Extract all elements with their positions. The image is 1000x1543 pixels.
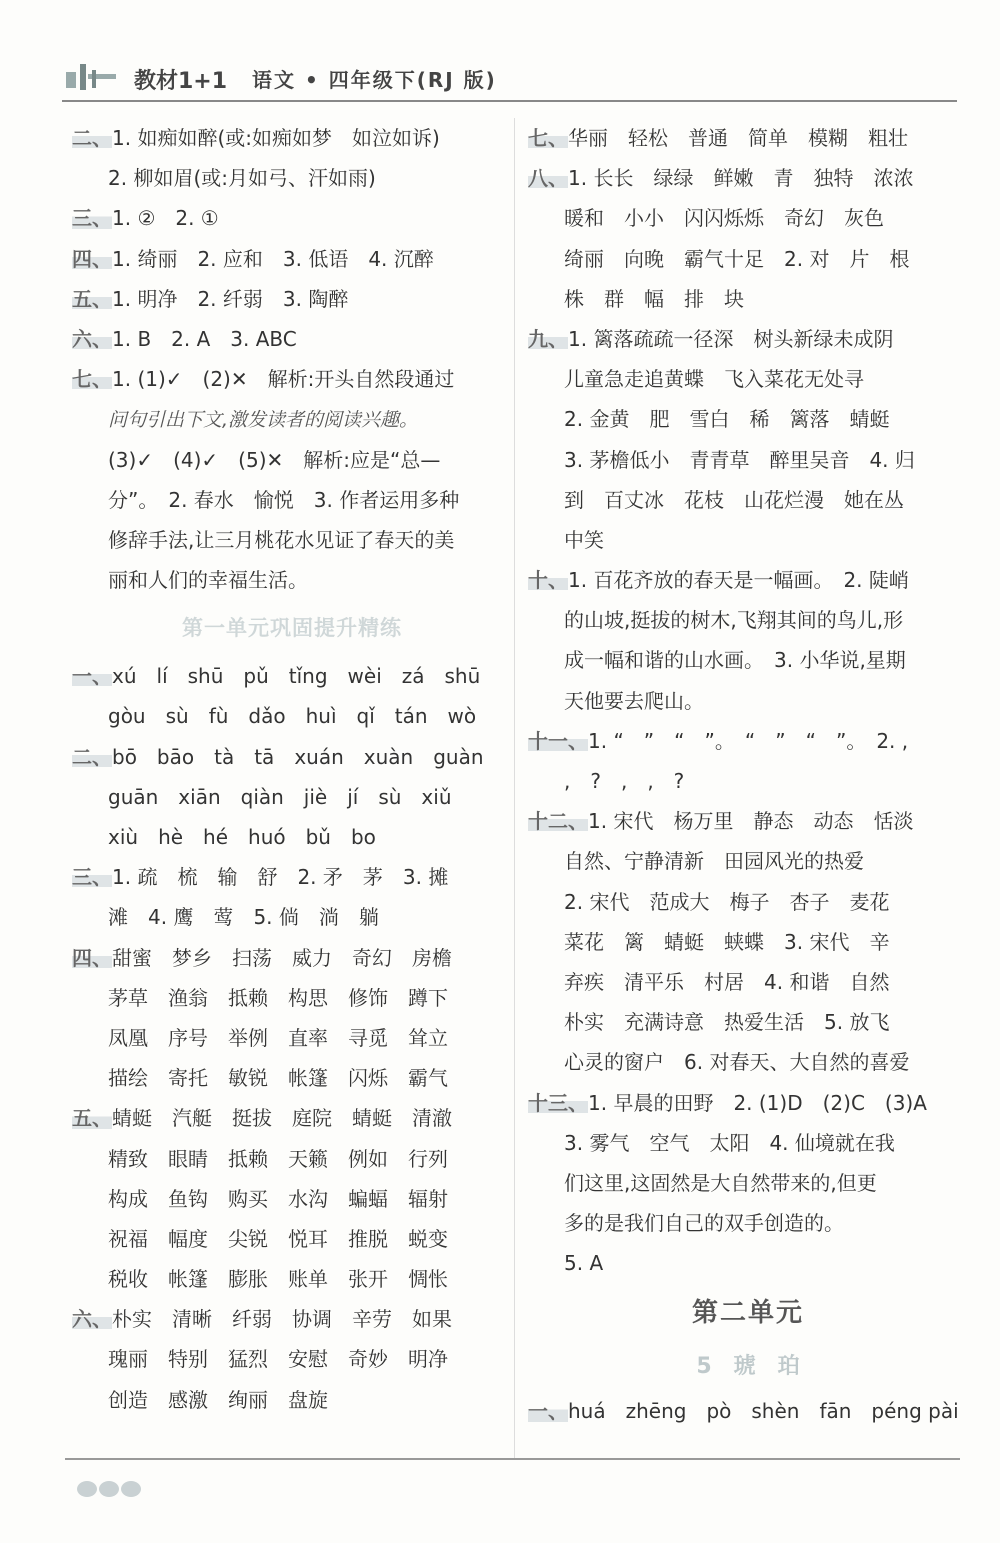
column-divider <box>514 118 515 1458</box>
answer-line: , ? , , ? <box>564 769 685 793</box>
answer-line: 七、华丽 轻松 普通 简单 模糊 粗壮 <box>528 118 968 158</box>
answer-line: 六、1. B 2. A 3. ABC <box>72 319 512 359</box>
answer-line: 2. 宋代 范成大 梅子 杏子 麦花 <box>564 889 890 914</box>
answer-line: 自然、宁静清新 田园风光的热爱 <box>564 849 864 874</box>
answer-line: 三、1. 疏 梳 输 舒 2. 矛 茅 3. 摊 <box>72 857 512 897</box>
answer-line: 5. A <box>564 1251 604 1276</box>
answer-line: 问句引出下文,激发读者的阅读兴趣。 <box>108 409 419 432</box>
answer-line: 十一、1. “ ” “ ”。 “ ” “ ”。 2. , <box>528 721 968 761</box>
answer-line: 茅草 渔翁 抵赖 构思 修饰 蹲下 <box>108 985 448 1010</box>
right-column <box>528 118 968 1432</box>
answer-line: 们这里,这固然是大自然带来的,但更 <box>564 1170 877 1195</box>
answer-line: gòu sù fù dǎo huì qǐ tán wò <box>108 704 477 729</box>
answer-line: 构成 鱼钩 购买 水沟 蝙蝠 辐射 <box>108 1186 448 1211</box>
answer-line: 祝福 幅度 尖锐 悦耳 推脱 蜕变 <box>108 1226 448 1251</box>
answer-line: 到 百丈冰 花枝 山花烂漫 她在丛 <box>564 487 904 512</box>
answer-line: 五、1. 明净 2. 纤弱 3. 陶醉 <box>72 279 512 319</box>
answer-line: 二、bō bāo tà tā xuán xuàn guàn <box>72 737 512 777</box>
answer-line: 滩 4. 鹰 莺 5. 倘 淌 躺 <box>108 905 379 930</box>
answer-line: 的山坡,挺拔的树木,飞翔其间的鸟儿,形 <box>564 608 904 633</box>
answer-line: 三、1. ② 2. ① <box>72 198 512 238</box>
answer-line: 儿童急走追黄蝶 飞入菜花无处寻 <box>564 367 864 392</box>
answer-line: 绮丽 向晚 霸气十足 2. 对 片 根 <box>564 246 910 271</box>
answer-line: 心灵的窗户 6. 对春天、大自然的喜爱 <box>564 1050 910 1075</box>
answer-line: xiù hè hé huó bǔ bo <box>108 825 376 849</box>
answer-line: 修辞手法,让三月桃花水见证了春天的美 <box>108 527 455 552</box>
answer-line: 瑰丽 特别 猛烈 安慰 奇妙 明净 <box>108 1347 448 1372</box>
answer-line: 朴实 充满诗意 热爱生活 5. 放飞 <box>564 1010 890 1035</box>
answer-line: 五、蜻蜓 汽艇 挺拔 庭院 蜻蜓 清澈 <box>72 1098 512 1138</box>
answer-line: 一、xú lí shū pǔ tǐng wèi zá shū <box>72 656 512 696</box>
answer-line: 创造 感激 绚丽 盘旋 <box>108 1387 328 1412</box>
answer-line: 中笑 <box>564 527 604 552</box>
answer-line: 3. 雾气 空气 太阳 4. 仙境就在我 <box>564 1130 895 1155</box>
answer-line: 天他要去爬山。 <box>564 688 704 713</box>
left-column <box>72 118 512 1420</box>
answer-line: 3. 茅檐低小 青青草 醉里吴音 4. 归 <box>564 447 915 472</box>
brand-title: 教材1+1 <box>134 69 228 94</box>
answer-line: 八、1. 长长 绿绿 鲜嫩 青 独特 浓浓 <box>528 158 968 198</box>
answer-line: 成一幅和谐的山水画。 3. 小华说,星期 <box>564 648 906 673</box>
answer-line: 丽和人们的幸福生活。 <box>108 568 308 593</box>
page-header <box>62 58 957 102</box>
answer-line: 四、1. 绮丽 2. 应和 3. 低语 4. 沉醉 <box>72 239 512 279</box>
page-corner-ornament-icon <box>75 1478 145 1500</box>
footer-rule <box>65 1458 960 1460</box>
answer-line: 分”。 2. 春水 愉悦 3. 作者运用多种 <box>108 487 460 512</box>
answer-line: 十二、1. 宋代 杨万里 静态 动态 恬淡 <box>528 801 968 841</box>
answer-line: 一、huá zhēng pò shèn fān péng pài <box>528 1391 968 1431</box>
section-title: 第一单元巩固提升精练 <box>182 616 402 641</box>
answer-line: 凤凰 序号 举例 直率 寻觅 耸立 <box>108 1025 448 1050</box>
answer-line: 株 群 幅 排 块 <box>564 286 744 311</box>
answer-line: 菜花 篱 蜻蜓 蛱蝶 3. 宋代 辛 <box>564 929 890 954</box>
answer-line: 十三、1. 早晨的田野 2. (1)D (2)C (3)A <box>528 1083 968 1123</box>
answer-line: (3)✓ (4)✓ (5)✕ 解析:应是“总— <box>108 447 441 472</box>
answer-line: 描绘 寄托 敏锐 帐篷 闪烁 霸气 <box>108 1066 448 1091</box>
answer-line: 弃疾 清平乐 村居 4. 和谐 自然 <box>564 969 890 994</box>
lesson-title: 5 琥 珀 <box>696 1354 800 1380</box>
answer-line: 多的是我们自己的双手创造的。 <box>564 1211 844 1236</box>
answer-line: 十、1. 百花齐放的春天是一幅画。 2. 陡峭 <box>528 560 968 600</box>
unit-title: 第二单元 <box>691 1298 804 1329</box>
answer-line: 税收 帐篷 膨胀 账单 张开 惆怅 <box>108 1267 448 1292</box>
answer-line: 九、1. 篱落疏疏一径深 树头新绿未成阴 <box>528 319 968 359</box>
answer-line: 二、1. 如痴如醉(或:如痴如梦 如泣如诉) <box>72 118 512 158</box>
book-logo-icon <box>62 62 122 92</box>
answer-line: 2. 金黄 肥 雪白 稀 篱落 蜻蜓 <box>564 407 890 432</box>
subject-title: 语文 • 四年级下(RJ 版) <box>252 68 497 92</box>
answer-line: 四、甜蜜 梦乡 扫荡 威力 奇幻 房檐 <box>72 938 512 978</box>
answer-line: 暖和 小小 闪闪烁烁 奇幻 灰色 <box>564 206 884 231</box>
answer-line: guān xiān qiàn jiè jí sù xiǔ <box>108 784 452 809</box>
answer-line: 精致 眼睛 抵赖 天籁 例如 行列 <box>108 1146 448 1171</box>
answer-line: 六、朴实 清晰 纤弱 协调 辛劳 如果 <box>72 1299 512 1339</box>
answer-line: 七、1. (1)✓ (2)✕ 解析:开头自然段通过 <box>72 359 512 399</box>
answer-line: 2. 柳如眉(或:月如弓、汗如雨) <box>108 166 376 191</box>
